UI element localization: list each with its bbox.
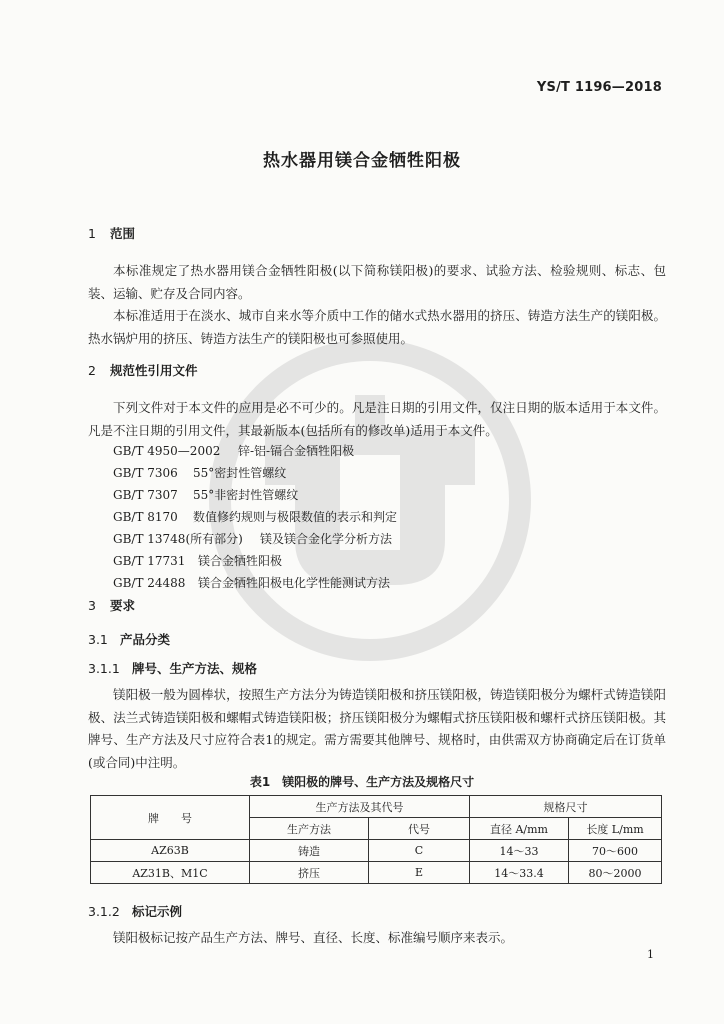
cell-diameter: 14～33 [470,840,569,862]
section-title: 产品分类 [120,632,171,647]
section-3-1-heading [88,630,170,648]
reference-title: 锌-铝-镉合金牺牲阳极 [238,444,355,458]
reference-item [113,464,286,481]
reference-title: 镁合金牺牲阳极 [198,554,283,568]
reference-item [113,486,298,503]
section-number: 2 [88,363,96,378]
reference-code: GB/T 7306 [113,466,178,480]
reference-code: GB/T 13748(所有部分) [113,532,243,546]
header-size-group: 规格尺寸 [470,796,662,818]
document-title: 热水器用镁合金牺牲阳极 [263,151,461,171]
cell-diameter: 14～33.4 [470,862,569,884]
cell-length: 70～600 [569,840,662,862]
cell-code: E [369,862,470,884]
section-3-heading [88,596,135,614]
reference-item [113,530,392,547]
reference-code: GB/T 17731 [113,554,186,568]
reference-title: 55°非密封性管螺纹 [193,488,299,502]
section-2-paragraph: 下列文件对于本文件的应用是必不可少的。凡是注日期的引用文件，仅注日期的版本适用于本文件。凡是不注日期的引用文件，其最新版本(包括所有的修改单)适用于本文件。 [88,400,666,438]
reference-item [113,552,282,569]
cell-grade: AZ63B [91,840,250,862]
header-method: 生产方法 [250,818,369,840]
section-number: 3.1.2 [88,904,120,919]
header-code: 代号 [369,818,470,840]
section-title: 牌号、生产方法、规格 [132,661,258,676]
table-1 [90,795,662,884]
section-title: 规范性引用文件 [110,363,198,378]
cell-method: 铸造 [250,840,369,862]
reference-code: GB/T 7307 [113,488,178,502]
section-number: 3 [88,598,96,613]
section-number: 3.1 [88,632,108,647]
page-number: 1 [647,948,654,961]
section-3-1-1-paragraph: 镁阳极一般为圆棒状，按照生产方法分为铸造镁阳极和挤压镁阳极，铸造镁阳极分为螺杆式铸造镁阳极、法兰式铸造镁阳极和螺帽式铸造镁阳极；挤压镁阳极分为螺帽式挤压镁阳极和螺杆式挤压镁阳极。其牌号、生产方法及尺寸应符合表1的规定。需方需要其他牌号、规格时，由供需双方协商确定后在订货单(或合同)中注明。 [88,687,666,770]
section-title: 范围 [110,226,136,241]
header-method-group: 生产方法及其代号 [250,796,470,818]
reference-code: GB/T 4950—2002 [113,444,221,458]
header-diameter: 直径 A/mm [470,818,569,840]
cell-length: 80～2000 [569,862,662,884]
reference-item [113,574,390,591]
section-number: 3.1.1 [88,661,120,676]
reference-title: 55°密封性管螺纹 [193,466,287,480]
cell-code: C [369,840,470,862]
header-grade: 牌 号 [91,796,250,840]
reference-item [113,442,354,459]
reference-code: GB/T 8170 [113,510,178,524]
section-title: 要求 [110,598,136,613]
section-2-heading [88,361,198,379]
section-3-1-1-heading [88,659,257,677]
cell-grade: AZ31B、M1C [91,862,250,884]
section-title: 标记示例 [132,904,183,919]
section-1-paragraph-1: 本标准规定了热水器用镁合金牺牲阳极(以下简称镁阳极)的要求、试验方法、检验规则、标志、包装、运输、贮存及合同内容。 [88,263,666,301]
header-length: 长度 L/mm [569,818,662,840]
standard-code: YS/T 1196—2018 [536,80,662,95]
section-number: 1 [88,226,96,241]
table-row [91,862,662,884]
section-1-paragraph-2: 本标准适用于在淡水、城市自来水等介质中工作的储水式热水器用的挤压、铸造方法生产的镁阳极。热水锅炉用的挤压、铸造方法生产的镁阳极也可参照使用。 [88,308,666,346]
reference-code: GB/T 24488 [113,576,186,590]
reference-title: 镁合金牺牲阳极电化学性能测试方法 [198,576,391,590]
reference-title: 数值修约规则与极限数值的表示和判定 [193,510,398,524]
cell-method: 挤压 [250,862,369,884]
reference-title: 镁及镁合金化学分析方法 [260,532,393,546]
table-row [91,840,662,862]
section-3-1-2-heading [88,902,182,920]
section-3-1-2-paragraph: 镁阳极标记按产品生产方法、牌号、直径、长度、标准编号顺序来表示。 [113,930,514,945]
table-1-caption: 表1 镁阳极的牌号、生产方法及规格尺寸 [249,775,475,789]
reference-item [113,508,397,525]
section-1-heading [88,224,135,242]
